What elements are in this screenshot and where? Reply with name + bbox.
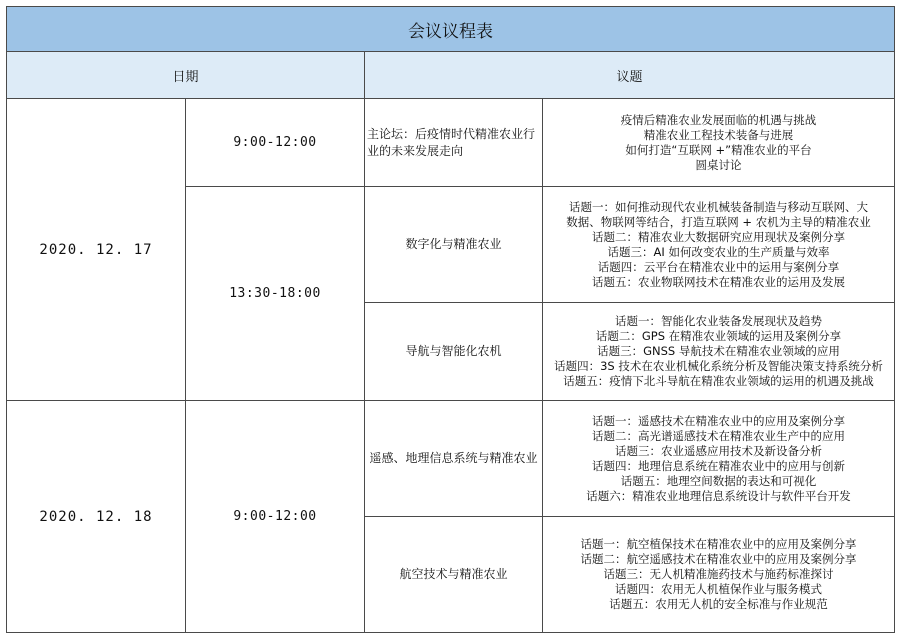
- topic-item: 圆桌讨论: [695, 157, 742, 172]
- topic-item: 话题三：GNSS 导航技术在精准农业领域的应用: [597, 344, 840, 358]
- session-name: 导航与智能化农机: [365, 303, 543, 401]
- table-title: 会议议程表: [7, 7, 895, 52]
- topic-item: 数据、物联网等结合，打造互联网 + 农机为主导的精准农业: [566, 214, 871, 229]
- topic-item: 话题三：无人机精准施药技术与施药标准探讨: [603, 567, 834, 581]
- topic-list: [543, 99, 895, 187]
- topic-column-header: 议题: [365, 52, 895, 99]
- topic-item: 话题二：航空遥感技术在精准农业中的应用及案例分享: [580, 552, 857, 566]
- topic-item: 话题一：航空植保技术在精准农业中的应用及案例分享: [580, 537, 857, 551]
- session-name: 遥感、地理信息系统与精准农业: [365, 401, 543, 517]
- topic-item: 话题六：精准农业地理信息系统设计与软件平台开发: [586, 488, 851, 503]
- agenda-table: [6, 6, 895, 633]
- topic-item: 话题四：3S 技术在农业机械化系统分析及智能决策支持系统分析: [554, 359, 883, 373]
- topic-item: 话题五：地理空间数据的表达和可视化: [620, 473, 817, 488]
- time-cell: 9:00-12:00: [186, 99, 365, 187]
- time-cell: 9:00-12:00: [186, 401, 365, 633]
- topic-item: 话题五：农业物联网技术在精准农业的运用及发展: [592, 274, 845, 289]
- topic-list: [543, 303, 895, 401]
- topic-item: 话题三：农业遥感应用技术及新设备分析: [615, 443, 822, 458]
- topic-item: 如何打造“互联网 +”精准农业的平台: [625, 142, 812, 157]
- date-column-header: 日期: [7, 52, 365, 99]
- topic-item: 话题四：云平台在精准农业中的运用与案例分享: [597, 259, 840, 274]
- topic-item: 话题三：AI 如何改变农业的生产质量与效率: [607, 244, 830, 259]
- topic-item: 话题五：疫情下北斗导航在精准农业领域的运用的机遇及挑战: [563, 374, 874, 388]
- topic-item: 话题四：农用无人机植保作业与服务模式: [615, 582, 822, 596]
- topic-item: 话题四：地理信息系统在精准农业中的应用与创新: [592, 458, 845, 473]
- session-name: 主论坛：后疫情时代精准农业行业的未来发展走向: [365, 99, 543, 187]
- topic-item: 疫情后精准农业发展面临的机遇与挑战: [620, 112, 817, 127]
- session-name: 航空技术与精准农业: [365, 517, 543, 633]
- topic-item: 话题一：智能化农业装备发展现状及趋势: [615, 314, 822, 328]
- session-name: 数字化与精准农业: [365, 187, 543, 303]
- topic-item: 话题五：农用无人机的安全标准与作业规范: [609, 597, 828, 611]
- topic-list: [543, 187, 895, 303]
- topic-item: 精准农业工程技术装备与进展: [643, 127, 794, 142]
- date-cell-day1: 2020. 12. 17: [7, 99, 186, 401]
- topic-item: 话题二：精准农业大数据研究应用现状及案例分享: [592, 229, 845, 244]
- topic-item: 话题二：GPS 在精准农业领域的运用及案例分享: [595, 329, 842, 343]
- topic-item: 话题一：如何推动现代农业机械装备制造与移动互联网、大: [569, 199, 868, 214]
- topic-list: [543, 517, 895, 633]
- topic-item: 话题一：遥感技术在精准农业中的应用及案例分享: [592, 413, 845, 428]
- topic-item: 话题二：高光谱遥感技术在精准农业生产中的应用: [592, 428, 845, 443]
- topic-list: [543, 401, 895, 517]
- time-cell: 13:30-18:00: [186, 187, 365, 401]
- date-cell-day2: 2020. 12. 18: [7, 401, 186, 633]
